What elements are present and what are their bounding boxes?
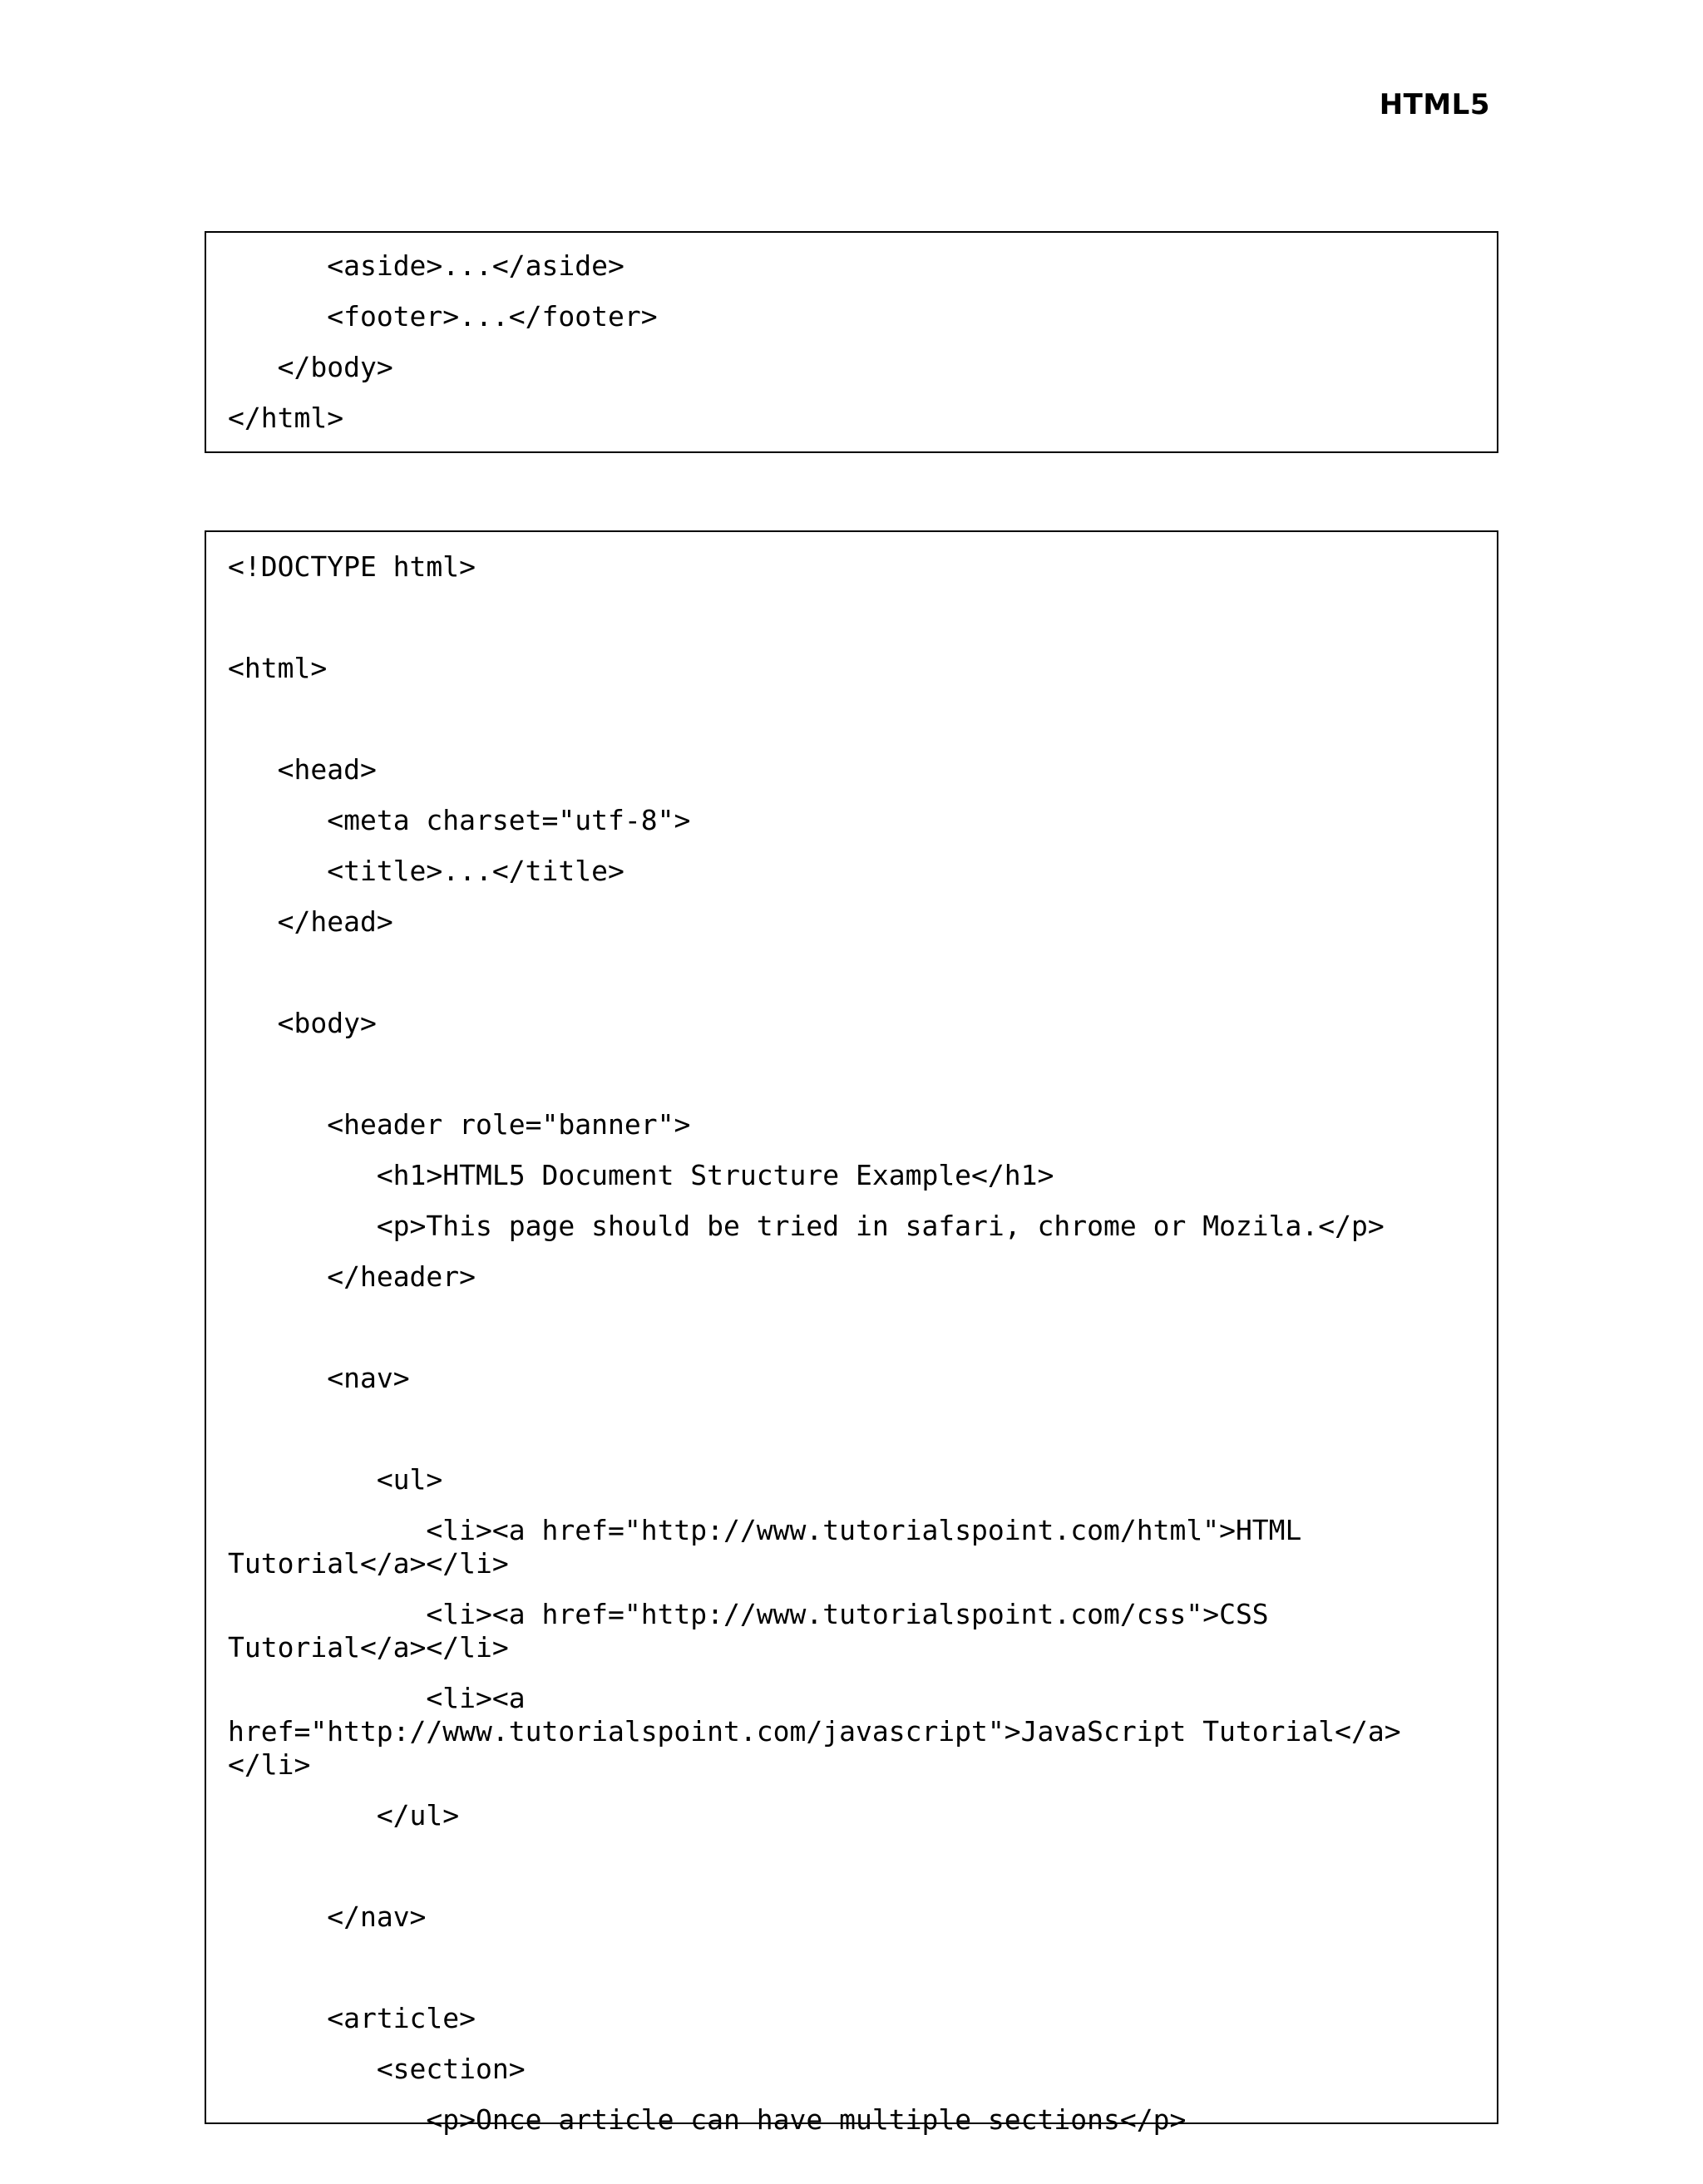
code-line: <head>	[228, 753, 377, 786]
code-line-wrapped: <li><a href="http://www.tutorialspoint.com/html">HTML Tutorial</a></li>	[228, 1514, 1319, 1580]
code-line-blank	[228, 1311, 1475, 1362]
code-line: <body>	[228, 1007, 377, 1039]
code-line: <meta charset="utf-8">	[228, 804, 691, 836]
code-line-blank	[228, 703, 1475, 753]
code-line: <p>Once article can have multiple sections</p>	[228, 2103, 1187, 2136]
code-line: <ul>	[228, 1463, 443, 1496]
code-block-continued	[205, 231, 1498, 453]
code-line: <aside>...</aside>	[228, 249, 624, 282]
code-line-wrapped: <li><a href="http://www.tutorialspoint.com/css">CSS Tutorial</a></li>	[228, 1598, 1286, 1664]
code-line: </html>	[228, 402, 344, 434]
code-line: <title>...</title>	[228, 855, 624, 887]
code-line: </body>	[228, 351, 393, 383]
code-line-blank	[228, 1057, 1475, 1108]
code-line: <footer>...</footer>	[228, 300, 658, 333]
code-line: <p>This page should be tried in safari, chrome or Mozila.</p>	[228, 1210, 1385, 1242]
code-line-blank	[228, 956, 1475, 1007]
code-line-blank	[228, 1412, 1475, 1463]
code-block-html5-structure	[205, 530, 1498, 2136]
code-line: </head>	[228, 905, 393, 938]
running-header-title: HTML5	[1379, 88, 1490, 121]
code-line-blank	[228, 1951, 1475, 2002]
code-line: </nav>	[228, 1901, 427, 1933]
code-line: <html>	[228, 652, 328, 684]
code-line: <!DOCTYPE html>	[228, 550, 476, 583]
code-line: <article>	[228, 2002, 476, 2034]
code-line: <h1>HTML5 Document Structure Example</h1>	[228, 1159, 1054, 1191]
code-line: <header role="banner">	[228, 1108, 691, 1141]
code-line-blank	[228, 601, 1475, 652]
code-line: <nav>	[228, 1362, 410, 1394]
code-line-blank	[228, 1850, 1475, 1901]
code-line: <section>	[228, 2053, 526, 2085]
code-line: </ul>	[228, 1799, 460, 1832]
code-line: </header>	[228, 1260, 476, 1293]
code-line-wrapped: <li><a href="http://www.tutorialspoint.com/javascript">JavaScript Tutorial</a></li>	[228, 1682, 1401, 1781]
